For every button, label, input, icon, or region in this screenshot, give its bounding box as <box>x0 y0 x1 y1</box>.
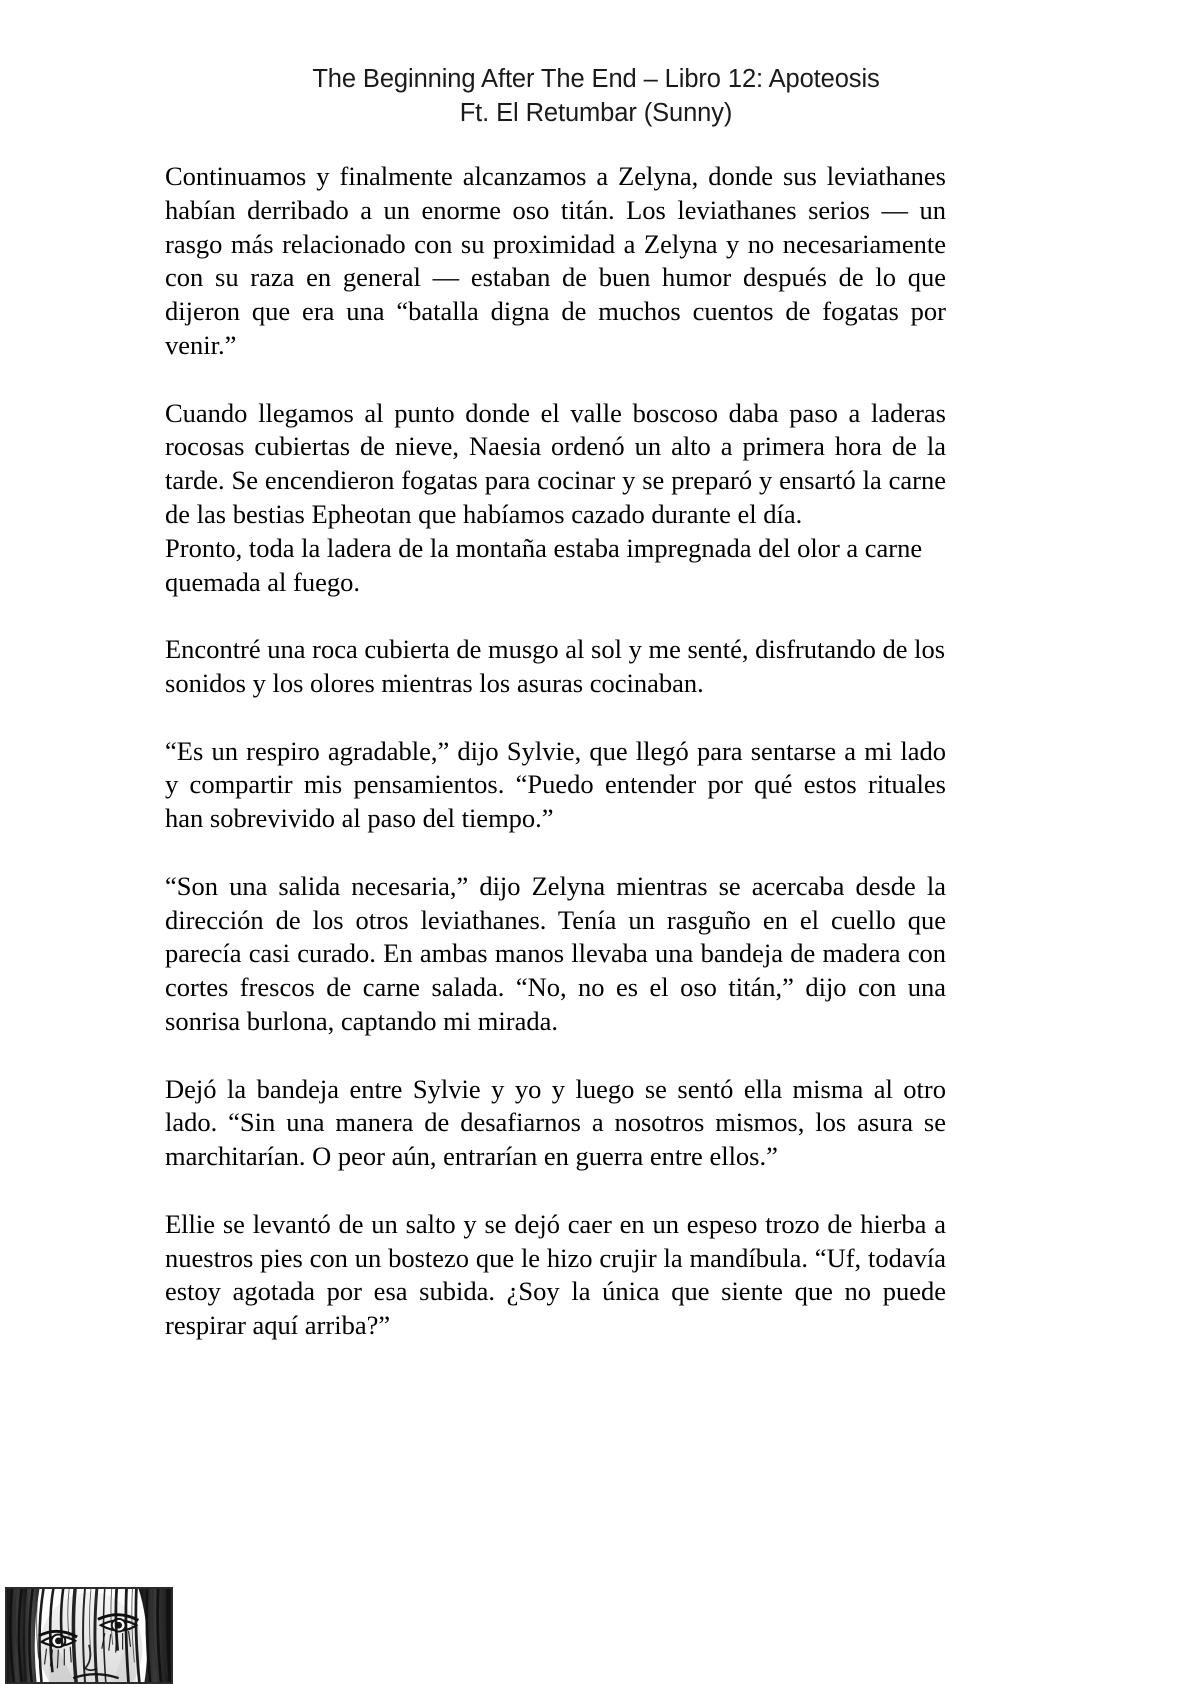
header-title-line-1: The Beginning After The End – Libro 12: Apoteosis <box>312 65 880 93</box>
paragraph-8: Ellie se levantó de un salto y se dejó caer en un espeso trozo de hierba a nuestros pies con un bostezo que le hizo crujir la mandíbula. “Uf, todavía estoy agotada por esa subida. ¿Soy la única que siente que no puede respirar aquí arriba?” <box>165 1208 946 1341</box>
paragraph-4: Encontré una roca cubierta de musgo al sol y me senté, disfrutando de los sonidos y los olores mientras los asuras cocinaban. <box>165 634 946 698</box>
paragraph-5: “Es un respiro agradable,” dijo Sylvie, que llegó para sentarse a mi lado y compartir mis pensamientos. “Puedo entender por qué estos rituales han sobrevivido al paso del tiempo.” <box>165 735 946 834</box>
paragraph-6: “Son una salida necesaria,” dijo Zelyna mientras se acercaba desde la dirección de los otros leviathanes. Tenía un rasguño en el cuello que parecía casi curado. En ambas manos llevaba una bandeja de madera con cortes frescos de carne salada. “No, no es el oso titán,” dijo con una sonrisa burlona, captando mi mirada. <box>165 870 946 1036</box>
document-body <box>165 160 946 1343</box>
paragraph-1: Continuamos y finalmente alcanzamos a Zelyna, donde sus leviathanes habían derribado a un enorme oso titán. Los leviathanes serios — un rasgo más relacionado con su proximidad a Zelyna y no necesariamente con su raza en general — estaban de buen humor después de lo que dijeron que era una “batalla digna de muchos cuentos de fogatas por venir.” <box>165 161 946 360</box>
header-subtitle-line-2: Ft. El Retumbar (Sunny) <box>459 99 733 127</box>
paragraph-7: Dejó la bandeja entre Sylvie y yo y luego se sentó ella misma al otro lado. “Sin una manera de desafiarnos a nosotros mismos, los asura se marchitarían. O peor aún, entrarían en guerra entre ellos.” <box>165 1073 946 1172</box>
document-header <box>0 62 1192 130</box>
manga-face-illustration <box>5 1587 173 1684</box>
paragraph-2: Cuando llegamos al punto donde el valle boscoso daba paso a laderas rocosas cubiertas de nieve, Naesia ordenó un alto a primera hora de la tarde. Se encendieron fogatas para cocinar y se preparó y ensartó la carne de las bestias Epheotan que habíamos cazado durante el día. <box>165 397 946 529</box>
paragraph-3: Pronto, toda la ladera de la montaña estaba impregnada del olor a carne quemada al fuego. <box>165 532 923 597</box>
